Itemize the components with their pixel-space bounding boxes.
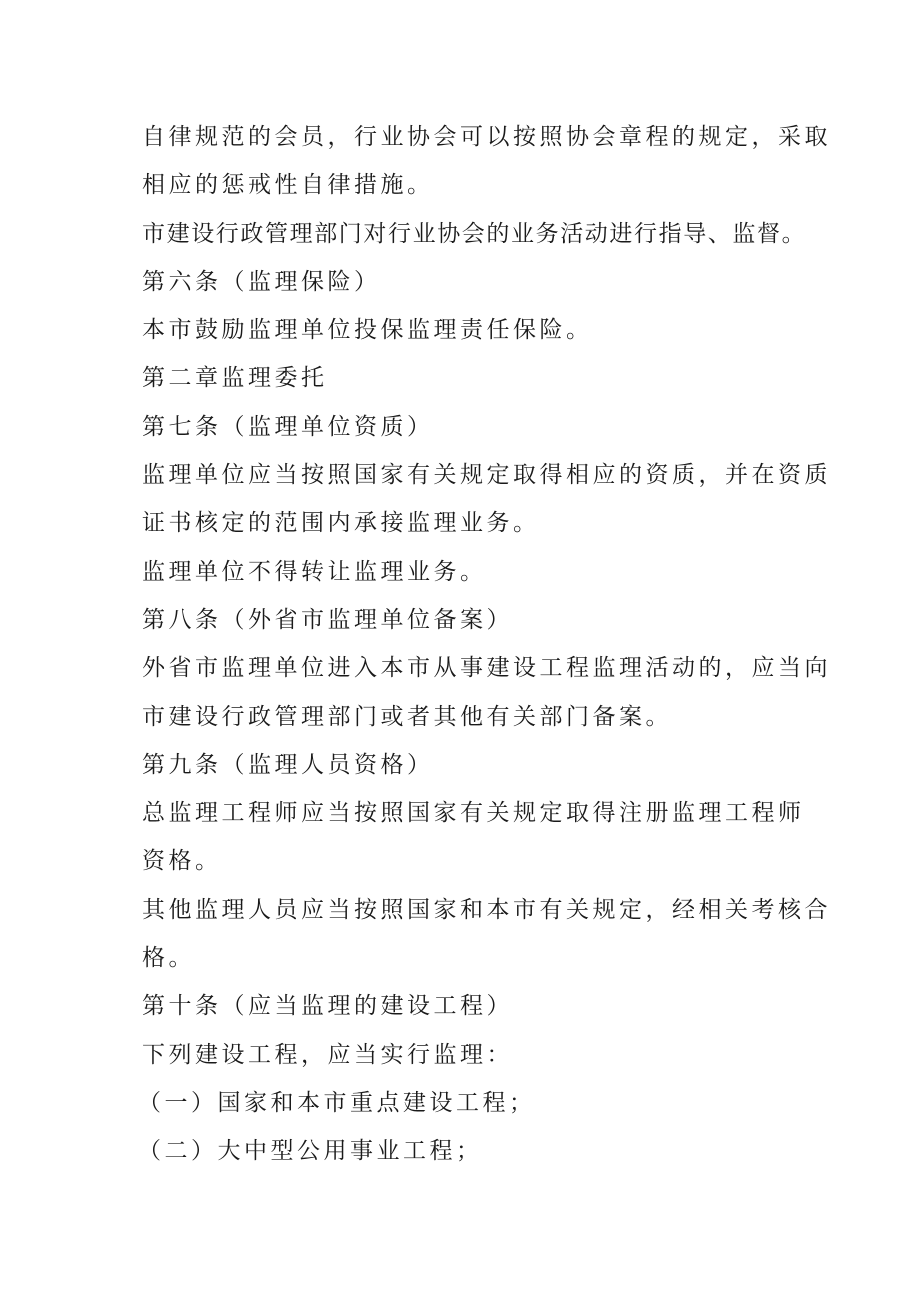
- paragraph-line: 格。: [142, 945, 195, 972]
- article-heading: 第十条（应当监理的建设工程）: [142, 993, 513, 1020]
- paragraph-line: 自律规范的会员，行业协会可以按照协会章程的规定，采取: [142, 124, 831, 150]
- document-body: [138, 118, 831, 1181]
- chapter-heading: 第二章监理委托: [142, 365, 328, 392]
- list-item: （二）大中型公用事业工程；: [138, 1138, 483, 1165]
- article-heading: 第七条（监理单位资质）: [142, 413, 434, 440]
- article-heading: 第九条（监理人员资格）: [142, 751, 434, 778]
- paragraph-line: 监理单位不得转让监理业务。: [142, 558, 487, 585]
- paragraph-line: 外省市监理单位进入本市从事建设工程监理活动的，应当向: [142, 655, 831, 682]
- article-heading: 第八条（外省市监理单位备案）: [142, 606, 513, 633]
- article-heading: 第六条（监理保险）: [142, 268, 381, 295]
- paragraph-line: 监理单位应当按照国家有关规定取得相应的资质，并在资质: [142, 462, 831, 489]
- paragraph-line: 其他监理人员应当按照国家和本市有关规定，经相关考核合: [142, 896, 831, 923]
- paragraph-line: 相应的惩戒性自律措施。: [142, 172, 434, 199]
- paragraph-line: 市建设行政管理部门或者其他有关部门备案。: [142, 703, 672, 730]
- paragraph-line: 资格。: [142, 848, 222, 875]
- paragraph-line: 市建设行政管理部门对行业协会的业务活动进行指导、监督。: [142, 220, 807, 247]
- paragraph-line: 证书核定的范围内承接监理业务。: [142, 510, 540, 537]
- paragraph-line: 本市鼓励监理单位投保监理责任保险。: [142, 317, 593, 344]
- paragraph-line: 总监理工程师应当按照国家有关规定取得注册监理工程师: [142, 800, 805, 827]
- list-item: （一）国家和本市重点建设工程；: [138, 1089, 536, 1116]
- paragraph-line: 下列建设工程，应当实行监理：: [142, 1041, 513, 1068]
